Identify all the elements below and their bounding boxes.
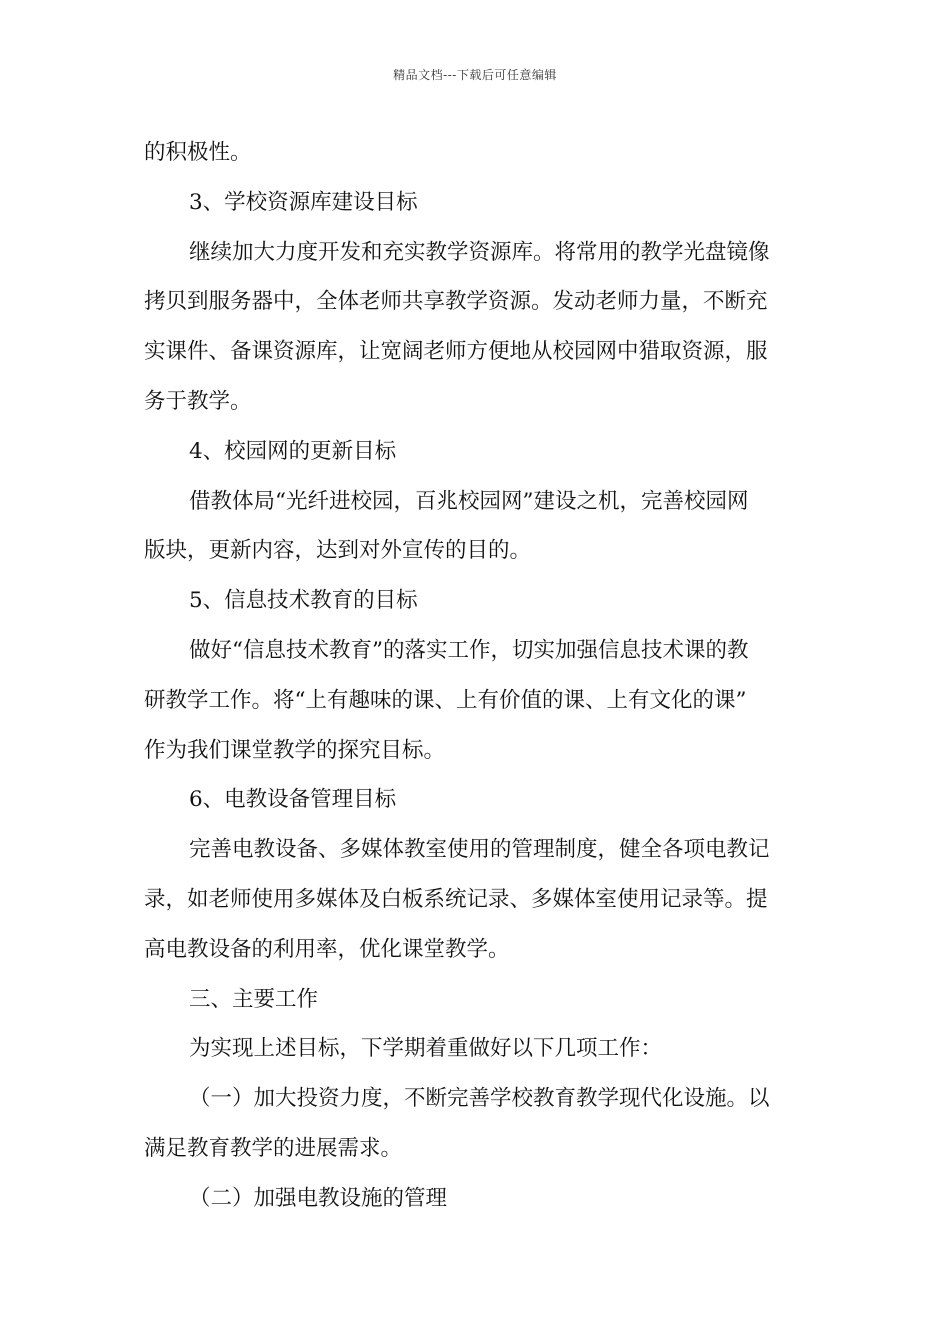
- section-heading: 3、学校资源库建设目标: [189, 189, 418, 215]
- paragraph-line: 满足教育教学的进展需求。: [144, 1135, 403, 1161]
- paragraph-line: 研教学工作。将“上有趣味的课、上有价值的课、上有文化的课”: [144, 687, 747, 713]
- document-body: [144, 128, 806, 1224]
- paragraph-line: 的积极性。: [144, 140, 252, 165]
- section-heading: 6、电教设备管理目标: [189, 787, 397, 813]
- paragraph-line: 做好“信息技术教育”的落实工作，切实加强信息技术课的教: [189, 637, 749, 663]
- paragraph-line: 录，如老师使用多媒体及白板系统记录、多媒体室使用记录等。提: [144, 886, 768, 912]
- paragraph-line: 为实现上述目标，下学期着重做好以下几项工作：: [189, 1036, 663, 1062]
- paragraph-line: （一）加大投资力度，不断完善学校教育教学现代化设施。以: [189, 1086, 770, 1112]
- paragraph-line: 实课件、备课资源库，让宽阔老师方便地从校园网中猎取资源，服: [144, 339, 768, 365]
- section-heading: （二）加强电教设施的管理: [189, 1185, 448, 1211]
- section-heading: 5、信息技术教育的目标: [189, 588, 418, 614]
- section-heading: 4、校园网的更新目标: [189, 438, 397, 464]
- paragraph-line: 高电教设备的利用率，优化课堂教学。: [144, 936, 510, 962]
- paragraph-line: 借教体局“光纤进校园，百兆校园网”建设之机，完善校园网: [189, 488, 749, 514]
- paragraph-line: 继续加大力度开发和充实教学资源库。将常用的教学光盘镜像: [189, 239, 770, 265]
- paragraph-line: 拷贝到服务器中，全体老师共享教学资源。发动老师力量，不断充: [144, 289, 768, 315]
- paragraph-line: 版块，更新内容，达到对外宣传的目的。: [144, 538, 532, 564]
- section-heading: 三、主要工作: [189, 986, 319, 1012]
- paragraph-line: 作为我们课堂教学的探究目标。: [144, 737, 446, 763]
- paragraph-line: 务于教学。: [144, 388, 252, 414]
- paragraph-line: 完善电教设备、多媒体教室使用的管理制度，健全各项电教记: [189, 837, 770, 863]
- page-header: 精品文档---下载后可任意编辑: [393, 68, 557, 82]
